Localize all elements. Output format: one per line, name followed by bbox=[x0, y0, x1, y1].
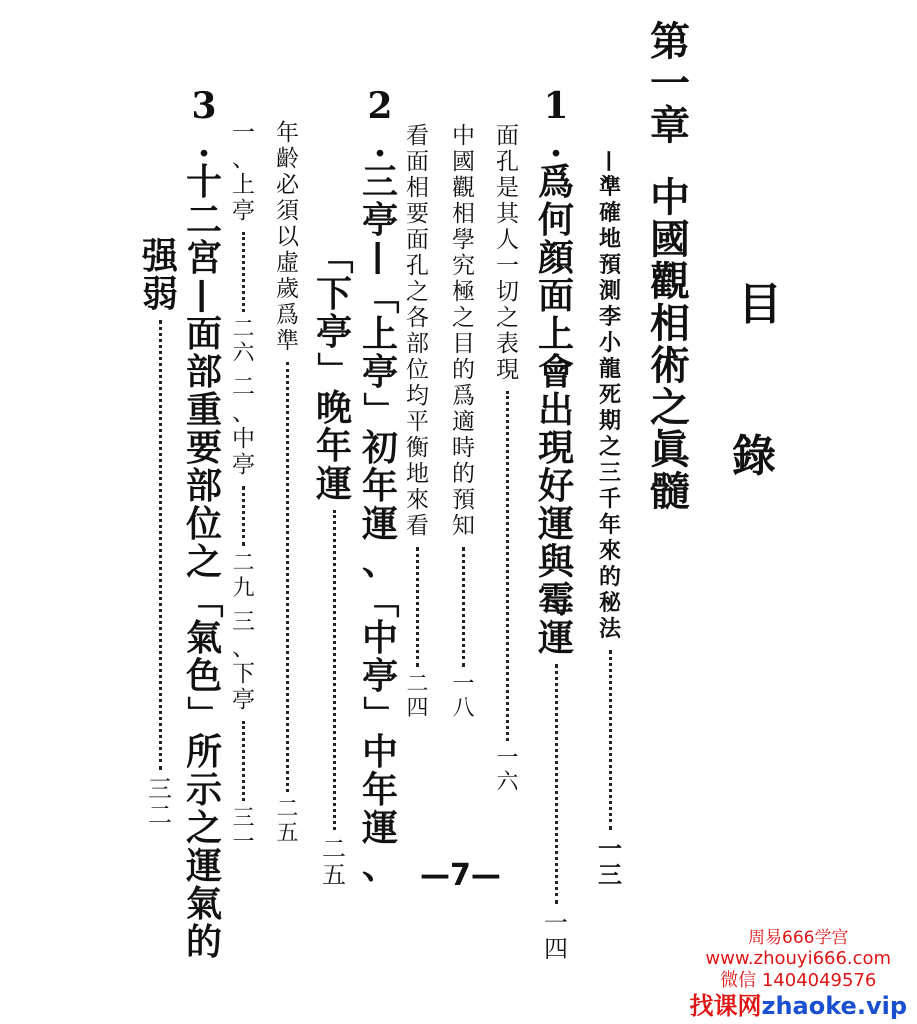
page-number: —7— bbox=[420, 858, 501, 893]
glyph: 運 bbox=[538, 617, 575, 659]
glyph: 下 bbox=[232, 660, 255, 687]
glyph: 衡 bbox=[406, 435, 429, 461]
glyph: 「 bbox=[359, 581, 402, 619]
glyph: 孔 bbox=[496, 149, 519, 175]
glyph: 觀 bbox=[650, 258, 690, 305]
glyph: 之 bbox=[452, 305, 475, 331]
glyph: 各 bbox=[406, 305, 429, 331]
glyph: 爲 bbox=[276, 302, 299, 328]
glyph: 期 bbox=[598, 408, 621, 434]
glyph: 運 bbox=[316, 463, 353, 505]
glyph: 部 bbox=[186, 465, 223, 507]
watermark-line-2: www.zhouyi666.com bbox=[705, 948, 892, 970]
contents-heading-mu: 目 bbox=[738, 279, 782, 330]
glyph: 年 bbox=[362, 769, 399, 811]
page-ref: 一 六 bbox=[496, 746, 519, 796]
glyph: 適 bbox=[452, 409, 475, 435]
glyph: 「 bbox=[313, 237, 356, 275]
leader-dots bbox=[462, 547, 465, 667]
glyph: 十 bbox=[186, 161, 223, 203]
section-2-title-column-2 bbox=[313, 237, 356, 890]
glyph: 相 bbox=[650, 300, 690, 347]
page-ref: 二 六 bbox=[232, 317, 255, 367]
glyph: 表 bbox=[496, 331, 519, 357]
leader-dots bbox=[333, 510, 336, 830]
glyph: 均 bbox=[406, 383, 429, 409]
glyph: 面 bbox=[186, 313, 223, 355]
glyph: 部 bbox=[406, 331, 429, 357]
glyph: 、 bbox=[232, 400, 255, 427]
glyph: 準 bbox=[276, 328, 299, 354]
glyph: 相 bbox=[406, 175, 429, 201]
glyph: 章 bbox=[650, 102, 690, 149]
watermark bbox=[690, 928, 908, 1020]
glyph: 下 bbox=[316, 273, 353, 315]
glyph: 觀 bbox=[452, 175, 475, 201]
glyph: 以 bbox=[276, 224, 299, 250]
leader-dots bbox=[242, 232, 245, 312]
glyph: 看 bbox=[406, 123, 429, 149]
section-1-item-3 bbox=[406, 125, 429, 721]
chapter-title-column bbox=[650, 18, 690, 515]
glyph: 的 bbox=[598, 564, 621, 590]
glyph: 面 bbox=[406, 227, 429, 253]
glyph: 」 bbox=[313, 351, 356, 389]
section-1-item-1 bbox=[496, 125, 519, 795]
leader-dots bbox=[159, 320, 162, 770]
glyph: 「 bbox=[183, 581, 226, 619]
section-1-title-column bbox=[538, 85, 575, 964]
glyph: 面 bbox=[496, 123, 519, 149]
glyph: 必 bbox=[276, 172, 299, 198]
glyph: 亭 bbox=[232, 198, 255, 224]
section-1-item-2 bbox=[452, 125, 475, 721]
page-ref: 二 九 bbox=[232, 551, 255, 601]
glyph: 相 bbox=[452, 201, 475, 227]
glyph: 之 bbox=[598, 434, 621, 460]
glyph: 術 bbox=[650, 342, 690, 389]
glyph: — bbox=[183, 278, 225, 314]
watermark-line-4 bbox=[690, 992, 908, 1021]
glyph: 出 bbox=[538, 389, 575, 431]
glyph: . bbox=[373, 123, 387, 165]
glyph: 亭 bbox=[232, 452, 255, 479]
glyph: 好 bbox=[538, 465, 575, 507]
glyph: 運 bbox=[538, 503, 575, 545]
glyph: 地 bbox=[598, 226, 621, 252]
glyph: 要 bbox=[186, 427, 223, 469]
watermark-line-4-cn: 找课网 bbox=[689, 991, 762, 1020]
glyph: 氣 bbox=[186, 617, 223, 659]
glyph: 部 bbox=[186, 351, 223, 393]
glyph: 來 bbox=[406, 487, 429, 513]
glyph: 是 bbox=[496, 175, 519, 201]
glyph: 千 bbox=[598, 486, 621, 512]
glyph: 地 bbox=[406, 461, 429, 487]
glyph: 知 bbox=[452, 513, 475, 539]
glyph: — bbox=[597, 150, 623, 172]
glyph: 虛 bbox=[276, 250, 299, 276]
page-ref: 三 二 bbox=[148, 775, 172, 830]
glyph: 龍 bbox=[598, 356, 621, 382]
glyph: 」 bbox=[359, 391, 402, 429]
contents-heading-lu: 錄 bbox=[732, 431, 776, 482]
glyph: 爲 bbox=[452, 383, 475, 409]
glyph: 亭 bbox=[362, 655, 399, 697]
glyph: 究 bbox=[452, 253, 475, 279]
leader-dots bbox=[286, 362, 289, 792]
glyph: 面 bbox=[406, 149, 429, 175]
glyph: 氣 bbox=[186, 883, 223, 925]
glyph: 中 bbox=[362, 617, 399, 659]
section-2-item-1 bbox=[276, 122, 299, 846]
section-3-title-column-2 bbox=[142, 235, 179, 830]
glyph: 會 bbox=[538, 351, 575, 393]
glyph: 確 bbox=[598, 200, 621, 226]
glyph: 三 bbox=[362, 161, 399, 203]
page-ref: 一 四 bbox=[544, 909, 568, 964]
glyph: 李 bbox=[598, 304, 621, 330]
glyph: 準 bbox=[598, 174, 621, 200]
glyph: 測 bbox=[598, 278, 621, 304]
glyph: 之 bbox=[406, 279, 429, 305]
glyph: 一 bbox=[232, 120, 255, 146]
glyph: 顔 bbox=[538, 237, 575, 279]
glyph: 秘 bbox=[598, 590, 621, 616]
page-ref: 二 四 bbox=[406, 672, 429, 722]
glyph: 年 bbox=[276, 120, 299, 146]
section-2-title-column-1 bbox=[359, 85, 402, 887]
glyph: 死 bbox=[598, 382, 621, 408]
glyph: 與 bbox=[538, 541, 575, 583]
glyph: 中 bbox=[362, 731, 399, 773]
glyph: 二 bbox=[186, 199, 223, 241]
glyph: 亭 bbox=[362, 351, 399, 393]
glyph: 色 bbox=[186, 655, 223, 697]
watermark-line-1: 周易666学宫 bbox=[748, 928, 849, 948]
glyph: 眞 bbox=[650, 426, 690, 473]
glyph: 其 bbox=[496, 201, 519, 227]
glyph: 一 bbox=[650, 60, 690, 107]
leader-dots bbox=[609, 650, 612, 830]
glyph: 國 bbox=[452, 149, 475, 175]
glyph: 法 bbox=[598, 616, 621, 642]
glyph: 年 bbox=[362, 465, 399, 507]
page-ref: 二 五 bbox=[276, 797, 299, 847]
glyph: 現 bbox=[538, 427, 575, 469]
glyph: 、 bbox=[362, 541, 399, 583]
glyph: 年 bbox=[598, 512, 621, 538]
glyph: 三 bbox=[232, 608, 255, 635]
glyph: 、 bbox=[232, 634, 255, 661]
glyph: 」 bbox=[359, 695, 402, 733]
glyph: 重 bbox=[186, 389, 223, 431]
glyph: 中 bbox=[232, 426, 255, 453]
glyph: 中 bbox=[650, 174, 690, 221]
glyph: . bbox=[549, 123, 563, 165]
glyph: 運 bbox=[362, 503, 399, 545]
glyph: 示 bbox=[186, 769, 223, 811]
glyph: 切 bbox=[496, 279, 519, 305]
glyph: 運 bbox=[186, 845, 223, 887]
glyph: 一 bbox=[496, 253, 519, 279]
glyph: 上 bbox=[232, 172, 255, 198]
leader-dots bbox=[555, 664, 558, 904]
page-ref: 一 三 bbox=[598, 834, 622, 890]
section-2-item-2 bbox=[232, 122, 255, 855]
glyph: 「 bbox=[359, 277, 402, 315]
glyph: 之 bbox=[186, 541, 223, 583]
page-ref: 三 一 bbox=[232, 805, 255, 855]
glyph: 面 bbox=[538, 275, 575, 317]
glyph: 亭 bbox=[362, 199, 399, 241]
page-ref: 二 五 bbox=[322, 835, 346, 890]
leader-dots bbox=[242, 721, 245, 801]
glyph: 小 bbox=[598, 330, 621, 356]
glyph: 來 bbox=[598, 538, 621, 564]
glyph: 年 bbox=[316, 425, 353, 467]
glyph: 學 bbox=[452, 227, 475, 253]
page-ref: 一 八 bbox=[452, 672, 475, 722]
watermark-line-3: 微信 1404049576 bbox=[720, 969, 877, 991]
glyph: 孔 bbox=[406, 253, 429, 279]
glyph: 二 bbox=[232, 374, 255, 401]
glyph: 上 bbox=[362, 313, 399, 355]
leader-dots bbox=[506, 391, 509, 741]
glyph: 、 bbox=[362, 845, 399, 887]
glyph: 歲 bbox=[276, 276, 299, 302]
glyph: 何 bbox=[538, 199, 575, 241]
chapter-subtitle-column bbox=[598, 150, 622, 889]
leader-dots bbox=[416, 547, 419, 667]
glyph: 2 bbox=[367, 85, 393, 127]
glyph: 極 bbox=[452, 279, 475, 305]
glyph: 的 bbox=[186, 921, 223, 963]
glyph: 亭 bbox=[316, 311, 353, 353]
glyph: . bbox=[197, 123, 211, 165]
glyph: 預 bbox=[452, 487, 475, 513]
glyph: 亭 bbox=[232, 686, 255, 713]
glyph: 爲 bbox=[538, 161, 575, 203]
glyph: 弱 bbox=[142, 273, 179, 315]
glyph: 中 bbox=[452, 123, 475, 149]
glyph: 髓 bbox=[650, 468, 690, 515]
glyph: 人 bbox=[496, 227, 519, 253]
glyph: 預 bbox=[598, 252, 621, 278]
glyph: 目 bbox=[452, 331, 475, 357]
glyph: 齡 bbox=[276, 146, 299, 172]
glyph: 第 bbox=[650, 18, 690, 65]
glyph: 須 bbox=[276, 198, 299, 224]
glyph: 、 bbox=[232, 146, 255, 172]
glyph: 位 bbox=[406, 357, 429, 383]
glyph: 霉 bbox=[538, 579, 575, 621]
glyph: 三 bbox=[598, 460, 621, 486]
glyph: 的 bbox=[452, 461, 475, 487]
glyph: 之 bbox=[496, 305, 519, 331]
glyph: 宮 bbox=[186, 237, 223, 279]
glyph: — bbox=[359, 240, 401, 276]
glyph: 要 bbox=[406, 201, 429, 227]
glyph: 强 bbox=[142, 235, 179, 277]
glyph: 時 bbox=[452, 435, 475, 461]
leader-dots bbox=[242, 486, 245, 546]
glyph: 的 bbox=[452, 357, 475, 383]
glyph: 看 bbox=[406, 513, 429, 539]
glyph: 國 bbox=[650, 216, 690, 263]
glyph: 晚 bbox=[316, 387, 353, 429]
glyph: 1 bbox=[543, 85, 569, 127]
glyph: 初 bbox=[362, 427, 399, 469]
glyph: 之 bbox=[186, 807, 223, 849]
glyph: 上 bbox=[538, 313, 575, 355]
glyph: 現 bbox=[496, 357, 519, 383]
glyph: 之 bbox=[650, 384, 690, 431]
glyph: 平 bbox=[406, 409, 429, 435]
glyph: 」 bbox=[183, 695, 226, 733]
glyph: 運 bbox=[362, 807, 399, 849]
glyph: 位 bbox=[186, 503, 223, 545]
glyph: 所 bbox=[186, 731, 223, 773]
section-3-title-column-1 bbox=[183, 85, 226, 963]
glyph: 3 bbox=[191, 85, 217, 127]
watermark-line-4-en: zhaoke.vip bbox=[761, 991, 907, 1020]
